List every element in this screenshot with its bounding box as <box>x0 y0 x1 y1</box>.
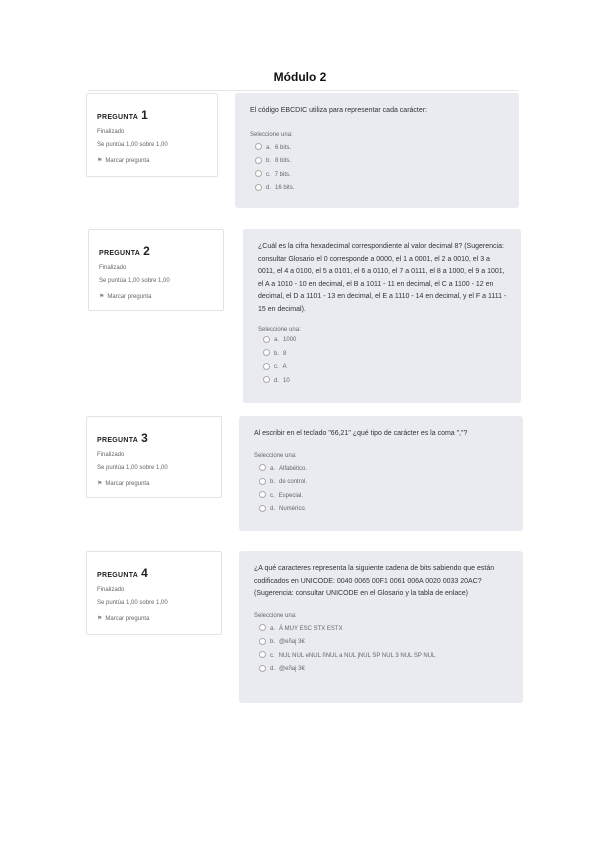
question-heading: PREGUNTA 4 <box>97 566 149 580</box>
answer-options <box>258 334 507 388</box>
answer-option[interactable]: d. 10 <box>258 375 507 389</box>
radio-button[interactable] <box>263 363 270 370</box>
question-status: Finalizado <box>97 452 125 458</box>
flag-question-link[interactable]: ⚑ Marcar pregunta <box>99 294 152 300</box>
select-label: Seleccione una: <box>258 327 301 333</box>
question-score: Se puntúa 1,00 sobre 1,00 <box>99 278 170 284</box>
select-label: Seleccione una: <box>254 612 297 619</box>
question-number: 4 <box>141 566 149 580</box>
radio-button[interactable] <box>259 665 266 672</box>
question-text: ¿A qué caracteres representa la siguiente cadena de bits sabiendo que están codificados en UNICODE: 0040 0065 00F1 0061 006A 0020 0033 20AC? (Sugerencia: consultar UNICODE en el Glosario y la tabla de enlace) <box>254 565 495 597</box>
question-info-2 <box>88 229 224 311</box>
question-content-3 <box>239 416 523 531</box>
question-info-3 <box>86 416 222 498</box>
radio-button[interactable] <box>259 491 266 498</box>
radio-button[interactable] <box>255 157 262 164</box>
radio-button[interactable] <box>255 184 262 191</box>
flag-icon: ⚑ <box>99 294 105 300</box>
radio-button[interactable] <box>263 376 270 383</box>
question-info-4 <box>86 551 222 635</box>
answer-option[interactable]: d. Numérico. <box>254 503 509 517</box>
question-score: Se puntúa 1,00 sobre 1,00 <box>97 465 168 471</box>
answer-option[interactable]: b. 8 bits. <box>250 155 505 169</box>
answer-options <box>254 623 509 677</box>
answer-option[interactable]: c. A <box>258 361 507 375</box>
question-content-2 <box>243 229 521 403</box>
flag-icon: ⚑ <box>97 158 103 164</box>
question-content-4 <box>239 551 523 703</box>
radio-button[interactable] <box>259 638 266 645</box>
answer-option[interactable]: c. 7 bits. <box>250 169 505 183</box>
answer-option[interactable]: b. @eñaj 3€ <box>254 636 509 650</box>
page-title: Módulo 2 <box>273 70 327 84</box>
question-heading: PREGUNTA 1 <box>97 108 149 122</box>
question-status: Finalizado <box>97 587 125 593</box>
select-label: Seleccione una: <box>250 131 293 138</box>
question-text: ¿Cuál es la cifra hexadecimal correspondiente al valor decimal 8? (Sugerencia: consultar Glosario el 0 corresponde a 0000, el 1 a 0001, el 2 a 0010, el 3 a 0011, el 4 a 0100, el 5 a 0101, el 6 a 0110, el 7 a 0111, el 8 a 1000, el 9 a 1001, el A a 1010 - 10 en decimal, el B a 1011 - 11 en decimal, el C a 1100 - 12 en decimal, el D a 1101 - 13 en decimal, el E a 1110 - 14 en decimal, y el F a 1111 - 15 en decimal). <box>258 243 507 313</box>
question-text: El código EBCDIC utiliza para representar cada carácter: <box>250 107 428 114</box>
question-number: 3 <box>141 431 149 445</box>
answer-option[interactable]: b. de control. <box>254 476 509 490</box>
flag-icon: ⚑ <box>97 616 103 622</box>
flag-question-link[interactable]: ⚑ Marcar pregunta <box>97 616 150 622</box>
question-content-1 <box>235 93 519 208</box>
answer-options <box>254 463 509 517</box>
radio-button[interactable] <box>259 464 266 471</box>
answer-option[interactable]: d. 16 bits. <box>250 182 505 196</box>
answer-option[interactable]: a. Á MUY ESC STX ESTX <box>254 623 509 637</box>
select-label: Seleccione una: <box>254 452 297 459</box>
title-divider <box>88 90 518 91</box>
flag-icon: ⚑ <box>97 481 103 487</box>
radio-button[interactable] <box>263 349 270 356</box>
radio-button[interactable] <box>259 651 266 658</box>
question-score: Se puntúa 1,00 sobre 1,00 <box>97 600 168 606</box>
answer-options <box>250 142 505 196</box>
answer-option[interactable]: d. @eñaj 3€ <box>254 663 509 677</box>
flag-question-link[interactable]: ⚑ Marcar pregunta <box>97 481 150 487</box>
question-status: Finalizado <box>99 265 127 271</box>
radio-button[interactable] <box>259 505 266 512</box>
question-text: Al escribir en el teclado "66,21" ¿qué tipo de carácter es la coma ","? <box>254 430 468 437</box>
radio-button[interactable] <box>255 170 262 177</box>
answer-option[interactable]: a. 1000 <box>258 334 507 348</box>
answer-option[interactable]: c. Especial. <box>254 490 509 504</box>
radio-button[interactable] <box>259 624 266 631</box>
question-heading: PREGUNTA 2 <box>99 244 151 258</box>
answer-option[interactable]: c. NUL NUL eNUL ñNUL a NUL jNUL SP NUL 3 NUL SP NUL <box>254 650 509 664</box>
question-heading: PREGUNTA 3 <box>97 431 149 445</box>
answer-option[interactable]: b. 8 <box>258 348 507 362</box>
question-score: Se puntúa 1,00 sobre 1,00 <box>97 142 168 148</box>
radio-button[interactable] <box>259 478 266 485</box>
question-status: Finalizado <box>97 129 125 135</box>
flag-question-link[interactable]: ⚑ Marcar pregunta <box>97 158 150 164</box>
answer-option[interactable]: a. Alfabético. <box>254 463 509 477</box>
question-info-1 <box>86 93 218 177</box>
question-number: 2 <box>143 244 151 258</box>
radio-button[interactable] <box>263 336 270 343</box>
question-number: 1 <box>141 108 149 122</box>
answer-option[interactable]: a. 6 bits. <box>250 142 505 156</box>
radio-button[interactable] <box>255 143 262 150</box>
